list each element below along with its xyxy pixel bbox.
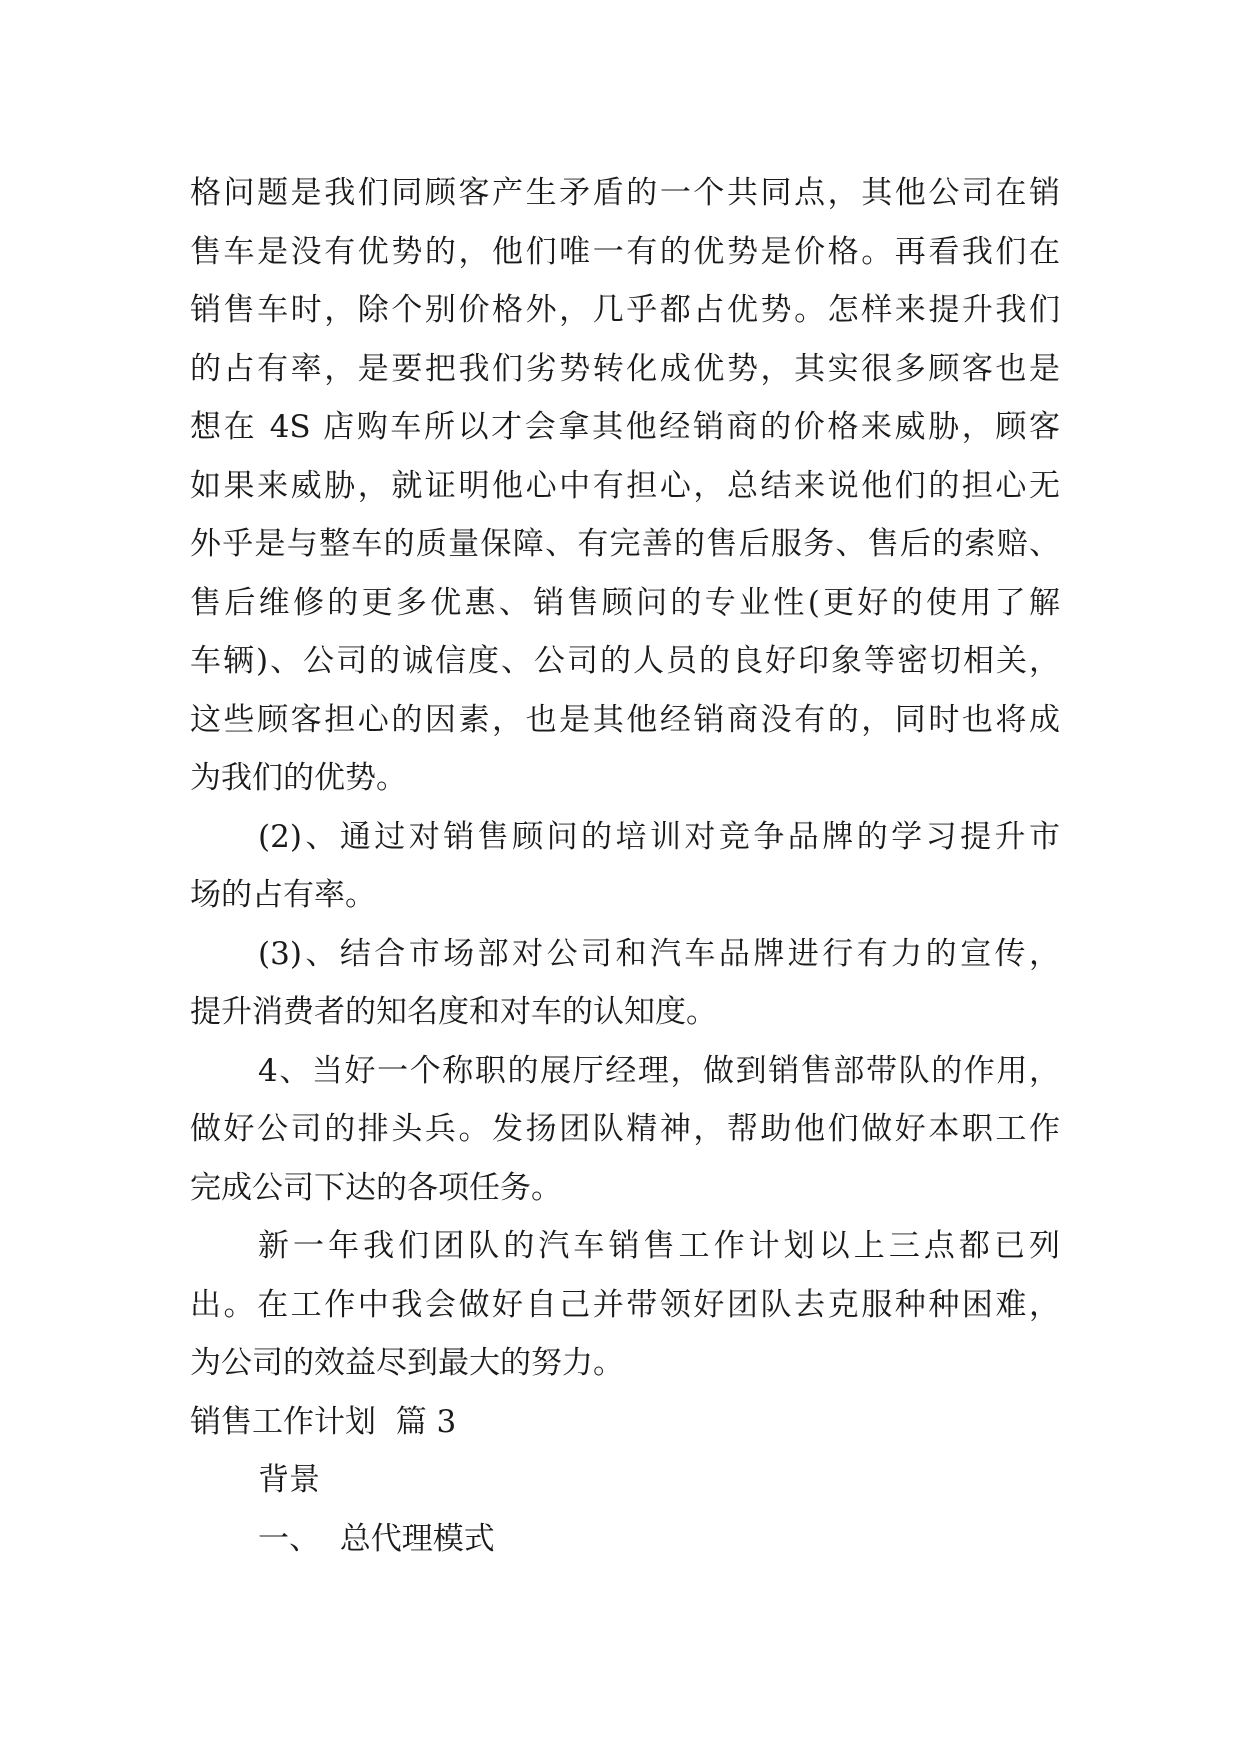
text-line: 提升消费者的知名度和对车的认知度。: [190, 994, 717, 1030]
section-heading: 销售工作计划 篇 3: [190, 1403, 457, 1440]
list-item-line: (3)、结合市场部对公司和汽车品牌进行有力的宣传，: [258, 935, 1060, 972]
document-body: [190, 164, 1060, 1568]
list-item-line: 4、当好一个称职的展厅经理，做到销售部带队的作用，: [258, 1052, 1060, 1089]
text-line: 出。在工作中我会做好自己并带领好团队去克服种种困难，: [190, 1286, 1060, 1323]
text-line: 为我们的优势。: [190, 760, 407, 796]
text-line: 售车是没有优势的，他们唯一有的优势是价格。再看我们在: [190, 233, 1060, 270]
text-line: 的占有率，是要把我们劣势转化成优势，其实很多顾客也是: [190, 350, 1060, 387]
paragraph-line: 新一年我们团队的汽车销售工作计划以上三点都已列: [258, 1228, 1060, 1264]
text-line: 为公司的效益尽到最大的努力。: [190, 1345, 624, 1381]
subheading-background: 背景: [258, 1462, 320, 1498]
list-item-line: (2)、通过对销售顾问的培训对竞争品牌的学习提升市: [258, 818, 1060, 855]
text-line: 场的占有率。: [190, 877, 376, 913]
text-line: 车辆)、公司的诚信度、公司的人员的良好印象等密切相关，: [190, 643, 1060, 679]
text-line: 销售车时，除个别价格外，几乎都占优势。怎样来提升我们: [190, 292, 1060, 328]
text-line: 格问题是我们同顾客产生矛盾的一个共同点，其他公司在销: [190, 175, 1060, 211]
text-line: 外乎是与整车的质量保障、有完善的售后服务、售后的索赔、: [190, 526, 1060, 562]
text-line: 完成公司下达的各项任务。: [190, 1169, 562, 1206]
text-line: 做好公司的排头兵。发扬团队精神，帮助他们做好本职工作: [190, 1111, 1060, 1147]
text-line: 这些顾客担心的因素，也是其他经销商没有的，同时也将成: [190, 701, 1060, 738]
text-line: 售后维修的更多优惠、销售顾问的专业性(更好的使用了解: [190, 584, 1060, 621]
text-line: 想在 4S 店购车所以才会拿其他经销商的价格来威胁，顾客: [190, 409, 1060, 445]
subheading-item: 一、 总代理模式: [258, 1520, 495, 1557]
text-line: 如果来威胁，就证明他心中有担心，总结来说他们的担心无: [190, 467, 1060, 504]
